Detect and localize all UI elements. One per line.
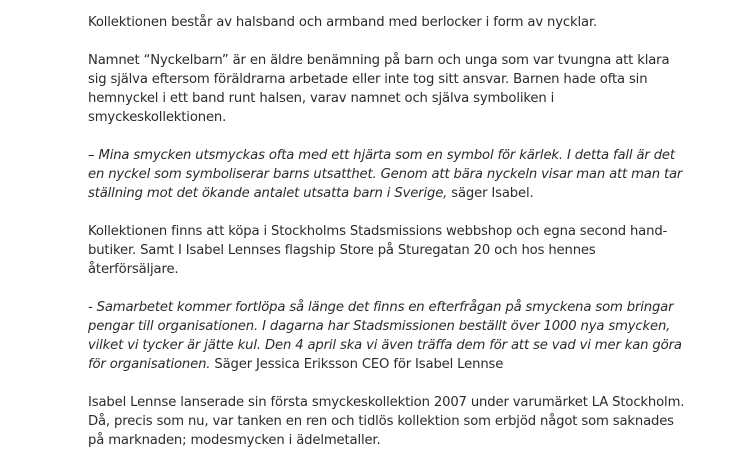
article-body: [88, 13, 688, 469]
paragraph-brand-history: Isabel Lennse lanserade sin första smyckeskollektion 2007 under varumärket LA Stockholm. Då, precis som nu, var tanken en ren och tidlös kollektion som erbjöd något som saknades på marknaden; modesmycken i ädelmetaller.: [88, 395, 685, 448]
paragraph-jessica-quote: [88, 298, 688, 374]
paragraph-where-to-buy: Kollektionen finns att köpa i Stockholms Stadsmissions webbshop och egna second hand-butiker. Samt I Isabel Lennses flagship Store på Sturegatan 20 och hos hennes återförsäljare.: [88, 224, 668, 277]
paragraph-name-origin: Namnet “Nyckelbarn” är en äldre benämning på barn och unga som var tvungna att klara sig själva eftersom föräldrarna arbetade eller inte tog sitt ansvar. Barnen hade ofta sin hemnyckel i ett band runt halsen, varav namnet och själva symboliken i smyckeskollektionen.: [88, 53, 670, 125]
jessica-quote-text: - Samarbetet kommer fortlöpa så länge det finns en efterfrågan på smyckena som bringar pengar till organisationen. I dagarna har Stadsmissionen beställt över 1000 nya smycken, vilket vi tycker är jätte kul. Den 4 april ska vi även träffa dem för att se vad vi mer kan göra för organisationen.: [88, 300, 682, 372]
jessica-quote-attribution: Säger Jessica Eriksson CEO för Isabel Lennse: [210, 357, 504, 372]
isabel-quote-attribution: säger Isabel.: [447, 186, 534, 201]
isabel-quote-text: – Mina smycken utsmyckas ofta med ett hjärta som en symbol för kärlek. I detta fall är det en nyckel som symboliserar barns utsatthet. Genom att bära nyckeln visar man att man tar ställning mot det ökande antalet utsatta barn i Sverige,: [88, 148, 683, 201]
paragraph-isabel-quote: [88, 146, 688, 203]
paragraph-collection-description: Kollektionen består av halsband och armband med berlocker i form av nycklar.: [88, 15, 598, 30]
